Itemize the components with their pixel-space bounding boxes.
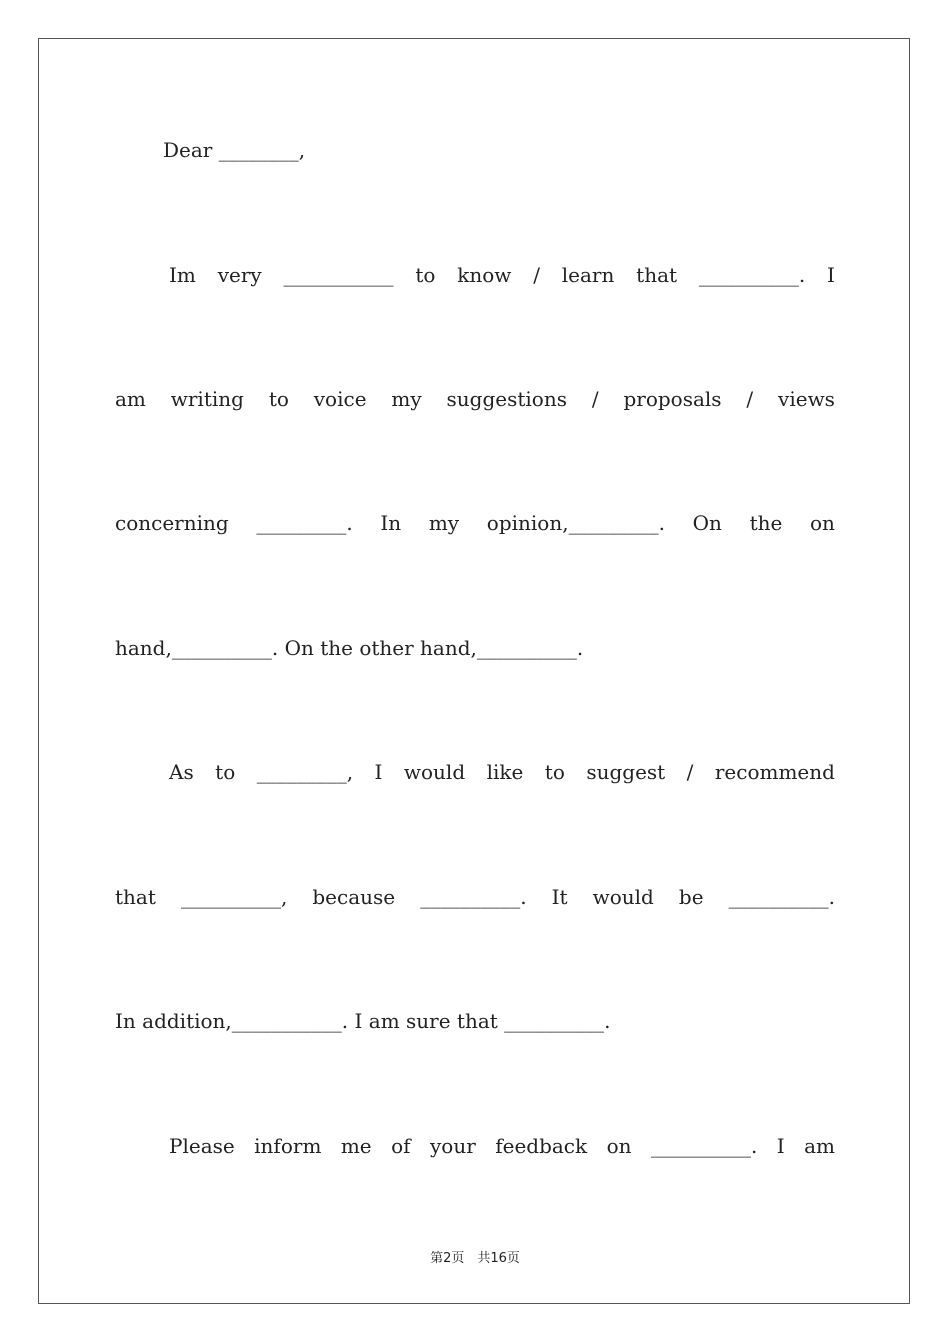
letter-word: very: [217, 263, 262, 287]
letter-word: writing: [170, 387, 244, 411]
letter-word: my: [391, 387, 422, 411]
letter-word: hand,__________.: [115, 636, 279, 660]
letter-word: concerning: [115, 511, 229, 535]
letter-word: ________,: [218, 138, 306, 162]
paragraph-line: [115, 633, 835, 663]
letter-word: the: [749, 511, 783, 535]
salutation-line: [115, 135, 883, 165]
letter-word: because: [312, 885, 396, 909]
letter-word: on: [606, 1134, 632, 1158]
letter-word: proposals: [623, 387, 722, 411]
letter-word: In: [380, 511, 402, 535]
letter-word: to: [544, 760, 565, 784]
letter-word: It: [551, 885, 568, 909]
letter-word: other: [359, 636, 414, 660]
letter-word: inform: [254, 1134, 322, 1158]
letter-word: to: [215, 760, 236, 784]
letter-word: on: [810, 511, 835, 535]
letter-word: know: [457, 263, 512, 287]
paragraph-line: [115, 757, 835, 787]
letter-word: that: [636, 263, 678, 287]
letter-word: my: [428, 511, 460, 535]
letter-word: __________.: [504, 1009, 611, 1033]
letter-word: Im: [169, 263, 196, 287]
letter-word: As: [169, 760, 194, 784]
letter-word: __________.: [698, 263, 806, 287]
letter-word: learn: [561, 263, 615, 287]
paragraph-line: [115, 260, 835, 290]
letter-word: that: [456, 1009, 498, 1033]
letter-word: /: [746, 387, 754, 411]
letter-word: _________.: [256, 511, 353, 535]
letter-word: suggestions: [446, 387, 567, 411]
letter-word: hand,__________.: [420, 636, 584, 660]
letter-word: _________,: [256, 760, 354, 784]
letter-word: sure: [406, 1009, 451, 1033]
letter-word: Please: [169, 1134, 235, 1158]
letter-word: /: [686, 760, 694, 784]
letter-word: like: [486, 760, 524, 784]
paragraph-line: [115, 882, 835, 912]
letter-word: /: [591, 387, 599, 411]
letter-word: me: [340, 1134, 372, 1158]
letter-word: am: [804, 1134, 835, 1158]
letter-word: opinion,_________.: [486, 511, 665, 535]
letter-word: would: [403, 760, 466, 784]
letter-word: /: [533, 263, 540, 287]
page-border: [38, 38, 910, 1304]
letter-word: am: [115, 387, 146, 411]
page-footer: 第2页 共16页: [430, 1251, 520, 1266]
letter-word: I: [374, 760, 383, 784]
letter-word: feedback: [495, 1134, 588, 1158]
letter-word: would: [592, 885, 654, 909]
letter-word: that: [115, 885, 156, 909]
letter-word: addition,___________.: [142, 1009, 349, 1033]
letter-word: I: [776, 1134, 785, 1158]
letter-word: __________,: [180, 885, 288, 909]
letter-word: views: [778, 387, 835, 411]
letter-word: the: [320, 636, 353, 660]
letter-word: recommend: [714, 760, 835, 784]
letter-word: In: [115, 1009, 136, 1033]
letter-word: voice: [313, 387, 367, 411]
letter-word: On: [284, 636, 314, 660]
letter-word: be: [678, 885, 704, 909]
letter-word: On: [692, 511, 722, 535]
letter-word: ___________: [283, 263, 394, 287]
letter-word: am: [368, 1009, 400, 1033]
paragraph-line: [115, 508, 835, 538]
letter-word: suggest: [586, 760, 666, 784]
letter-word: __________.: [650, 1134, 758, 1158]
letter-word: __________.: [420, 885, 527, 909]
letter-word: to: [415, 263, 436, 287]
letter-word: of: [391, 1134, 411, 1158]
paragraph-line: [115, 1006, 835, 1036]
letter-word: Dear: [163, 138, 213, 162]
letter-word: I: [354, 1009, 363, 1033]
paragraph-line: [115, 1131, 835, 1161]
letter-word: to: [268, 387, 289, 411]
paragraph-line: [115, 384, 835, 414]
letter-word: your: [429, 1134, 476, 1158]
letter-word: __________.: [728, 885, 835, 909]
letter-word: I: [827, 263, 835, 287]
